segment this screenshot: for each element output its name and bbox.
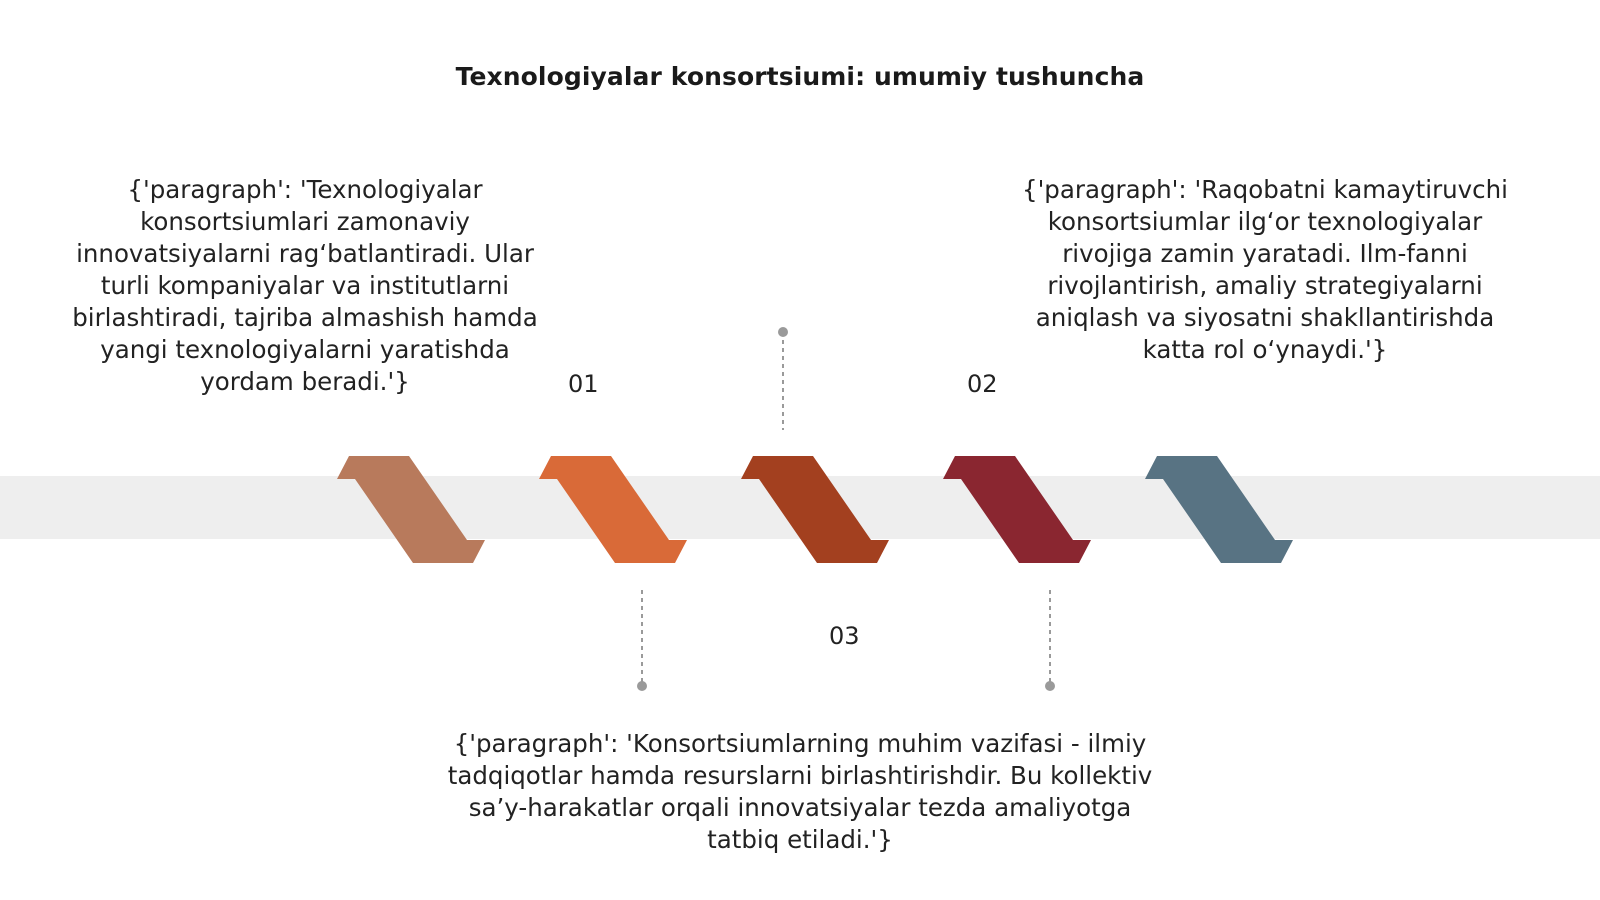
chevron-shapes [337,456,1293,563]
step-2-paragraph: {'paragraph': 'Raqobatni kamaytiruvchi konsortsiumlar ilg‘or texnologiyalar rivojiga zamin yaratadi. Ilm-fanni rivojlantirish, amaliy strategiyalarni aniqlash va siyosatni shakllantirishda katta rol o‘ynaydi.'} [1021,175,1508,364]
connector-top-dot [778,327,788,337]
chevron-2 [539,456,687,563]
connector-bottom-left-dot [637,681,647,691]
chevron-1 [337,456,485,563]
chevron-5 [1145,456,1293,563]
chevron-4 [943,456,1091,563]
chevron-3 [741,456,889,563]
step-2-number: 02 [967,370,998,398]
slide-title: Texnologiyalar konsortsiumi: umumiy tushuncha [455,62,1145,91]
step-1-number: 01 [568,370,599,398]
connector-bottom-right-dot [1045,681,1055,691]
step-3-number: 03 [829,622,860,650]
step-1-paragraph: {'paragraph': 'Texnologiyalar konsortsiumlari zamonaviy innovatsiyalarni rag‘batlantiradi. Ular turli kompaniyalar va institutlarni birlashtiradi, tajriba almashish hamda yangi texnologiyalarni yaratishda yordam beradi.'} [72,175,538,396]
step-3-paragraph: {'paragraph': 'Konsortsiumlarning muhim vazifasi - ilmiy tadqiqotlar hamda resurslarni birlashtirishdir. Bu kollektiv sa’y-harakatlar orqali innovatsiyalar tezda amaliyotga tatbiq etiladi.'} [447,729,1153,854]
